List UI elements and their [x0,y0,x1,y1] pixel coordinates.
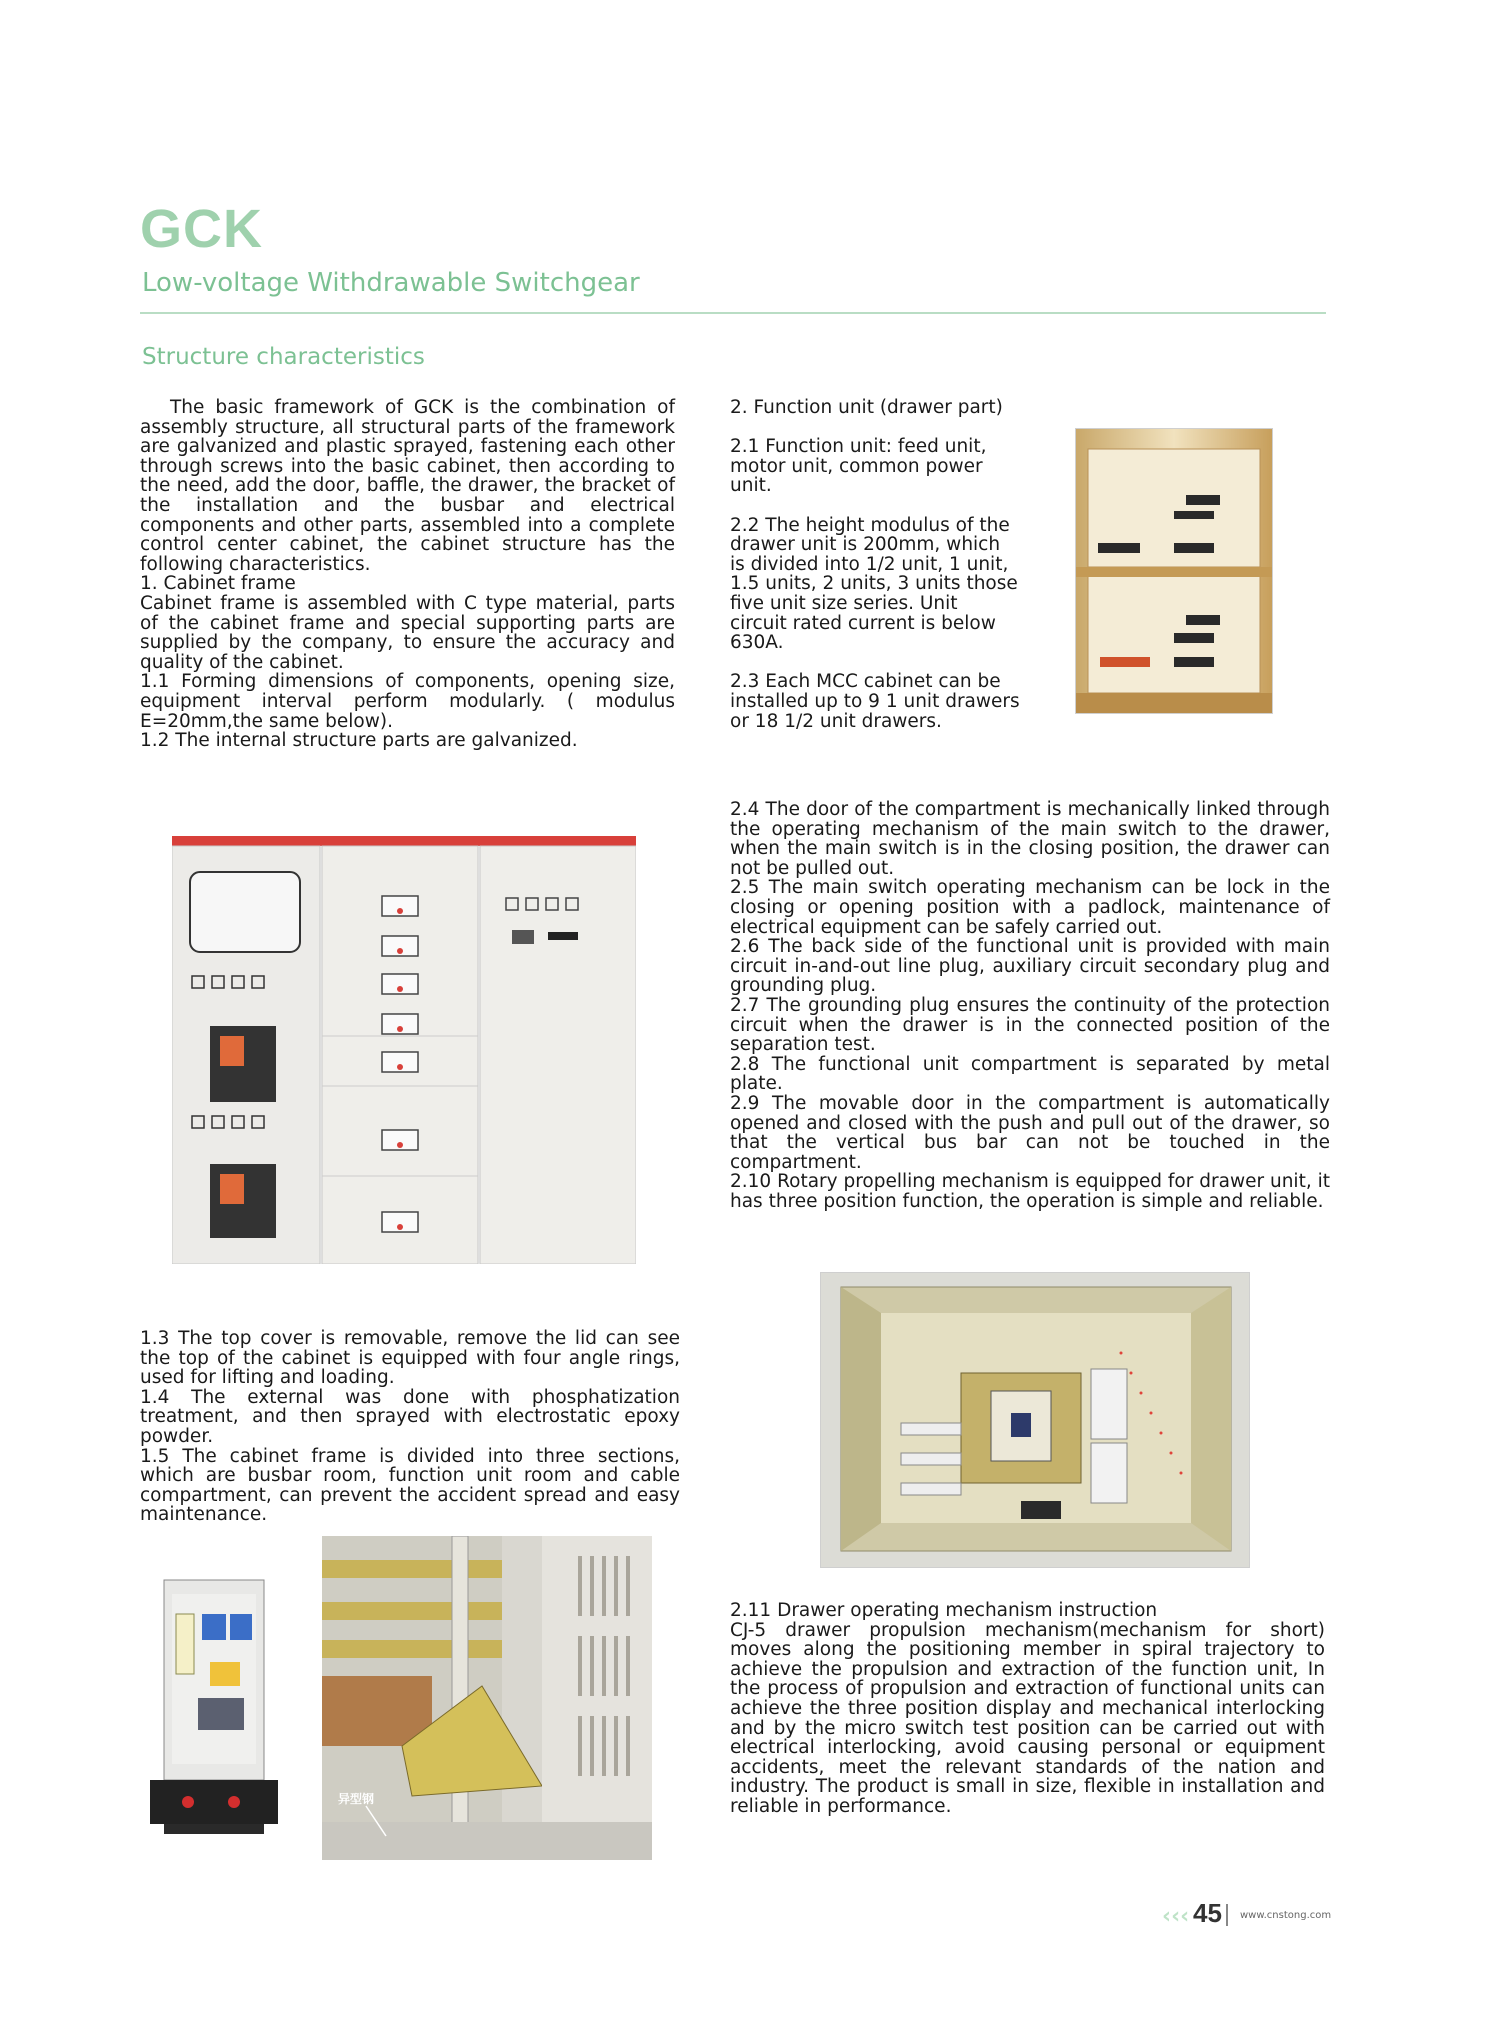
item-2-2: 2.2 The height modulus of the drawer unit is 200mm, which is divided into 1/2 unit, 1 unit, 1.5 units, 2 units, 3 units those five unit size series. Unit circuit rated current is below 630A. [730,514,1018,654]
footer-divider [1226,1904,1228,1926]
item-2-10: 2.10 Rotary propelling mechanism is equipped for drawer unit, it has three position function, the operation is simple and reliable. [730,1171,1330,1212]
item-2-11-body: CJ-5 drawer propulsion mechanism(mechanism for short) moves along the positioning member in spiral trajectory to achieve the propulsion and extraction of the function unit, In the process of propulsion and extraction of functional units can achieve the three position display and mechanical interlocking and by the micro switch test position can be carried out with electrical interlocking, avoid causing personal or equipment accidents, meet the relevant standards of the nation and industry. The product is small in size, flexible in installation and reliable in performance. [730,1619,1325,1817]
left-text-bottom [140,1329,680,1525]
drawer-interior-photo [820,1272,1250,1568]
cabinet-frame-body: Cabinet frame is assembled with C type material, parts of the cabinet frame and special supporting parts are supplied by the company, to ensure the accuracy and quality of the cabinet. [140,592,675,673]
switchgear-cabinets-photo [172,836,636,1264]
right-text-top [730,398,1020,731]
item-2-4: 2.4 The door of the compartment is mechanically linked through the operating mechanism of the main switch to the drawer, when the main switch is in the closing position, the drawer can not be pulled out. [730,799,1330,879]
item-1-2: 1.2 The internal structure parts are galvanized. [140,730,578,752]
drawer-compartment-photo [1075,428,1273,714]
function-unit-heading: 2. Function unit (drawer part) [730,397,1003,418]
intro-paragraph: The basic framework of GCK is the combination of assembly structure, all structural parts of the framework are galvanized and plastic sprayed, fastening each other through screws into the basic cabinet, then according to the need, add the door, baffle, the drawer, the bracket of the installation and the busbar and electrical components and other parts, assembled into a complete control center cabinet, the cabinet structure has the following characteristics. [140,397,675,575]
item-1-3: 1.3 The top cover is removable, remove the lid can see the top of the cabinet is equipped with four angle rings, used for lifting and loading. [140,1328,680,1389]
product-subtitle: Low-voltage Withdrawable Switchgear [142,268,640,298]
busbar-frame-photo [322,1536,652,1860]
item-2-5: 2.5 The main switch operating mechanism can be lock in the closing or opening position with a padlock, maintenance of electrical equipment can be safely carried out. [730,877,1330,938]
page-number: 45 [1193,1898,1222,1928]
left-text-top [140,398,675,751]
item-1-5: 1.5 The cabinet frame is divided into three sections, which are busbar room, function unit room and cable compartment, can prevent the accident spread and easy maintenance. [140,1445,680,1526]
right-text-middle [730,800,1330,1211]
item-2-8: 2.8 The functional unit compartment is separated by metal plate. [730,1053,1330,1095]
section-title: Structure characteristics [142,344,425,370]
item-2-1: 2.1 Function unit: feed unit, motor unit, common power unit. [730,436,987,497]
footer-website: www.cnstong.com [1240,1910,1332,1921]
item-2-6: 2.6 The back side of the functional unit is provided with main circuit in-and-out line plug, auxiliary circuit secondary plug and grounding plug. [730,936,1330,997]
item-2-11-heading: 2.11 Drawer operating mechanism instruction [730,1600,1158,1621]
item-1-4: 1.4 The external was done with phosphatization treatment, and then sprayed with electrostatic epoxy powder. [140,1386,680,1447]
header-divider [140,312,1326,314]
item-2-9: 2.9 The movable door in the compartment is automatically opened and closed with the push and pull out of the drawer, so that the vertical bus bar can not be touched in the compartment. [730,1092,1330,1173]
item-2-7: 2.7 The grounding plug ensures the continuity of the protection circuit when the drawer is in the connected position of the separation test. [730,994,1330,1056]
page-arrows: ‹‹‹ [1162,1904,1190,1929]
brand-title: GCK [140,199,263,259]
right-text-bottom [730,1601,1325,1817]
drawer-unit-photo [150,1574,278,1836]
item-1-1: 1.1 Forming dimensions of components, opening size, equipment interval perform modularly. ( modulus E=20mm,the same below). [140,671,675,732]
item-2-3: 2.3 Each MCC cabinet can be installed up to 9 1 unit drawers or 18 1/2 unit drawers. [730,671,1020,732]
cabinet-frame-heading: 1. Cabinet frame [140,573,296,595]
profiled-steel-label: 异型钢 [338,1792,375,1806]
